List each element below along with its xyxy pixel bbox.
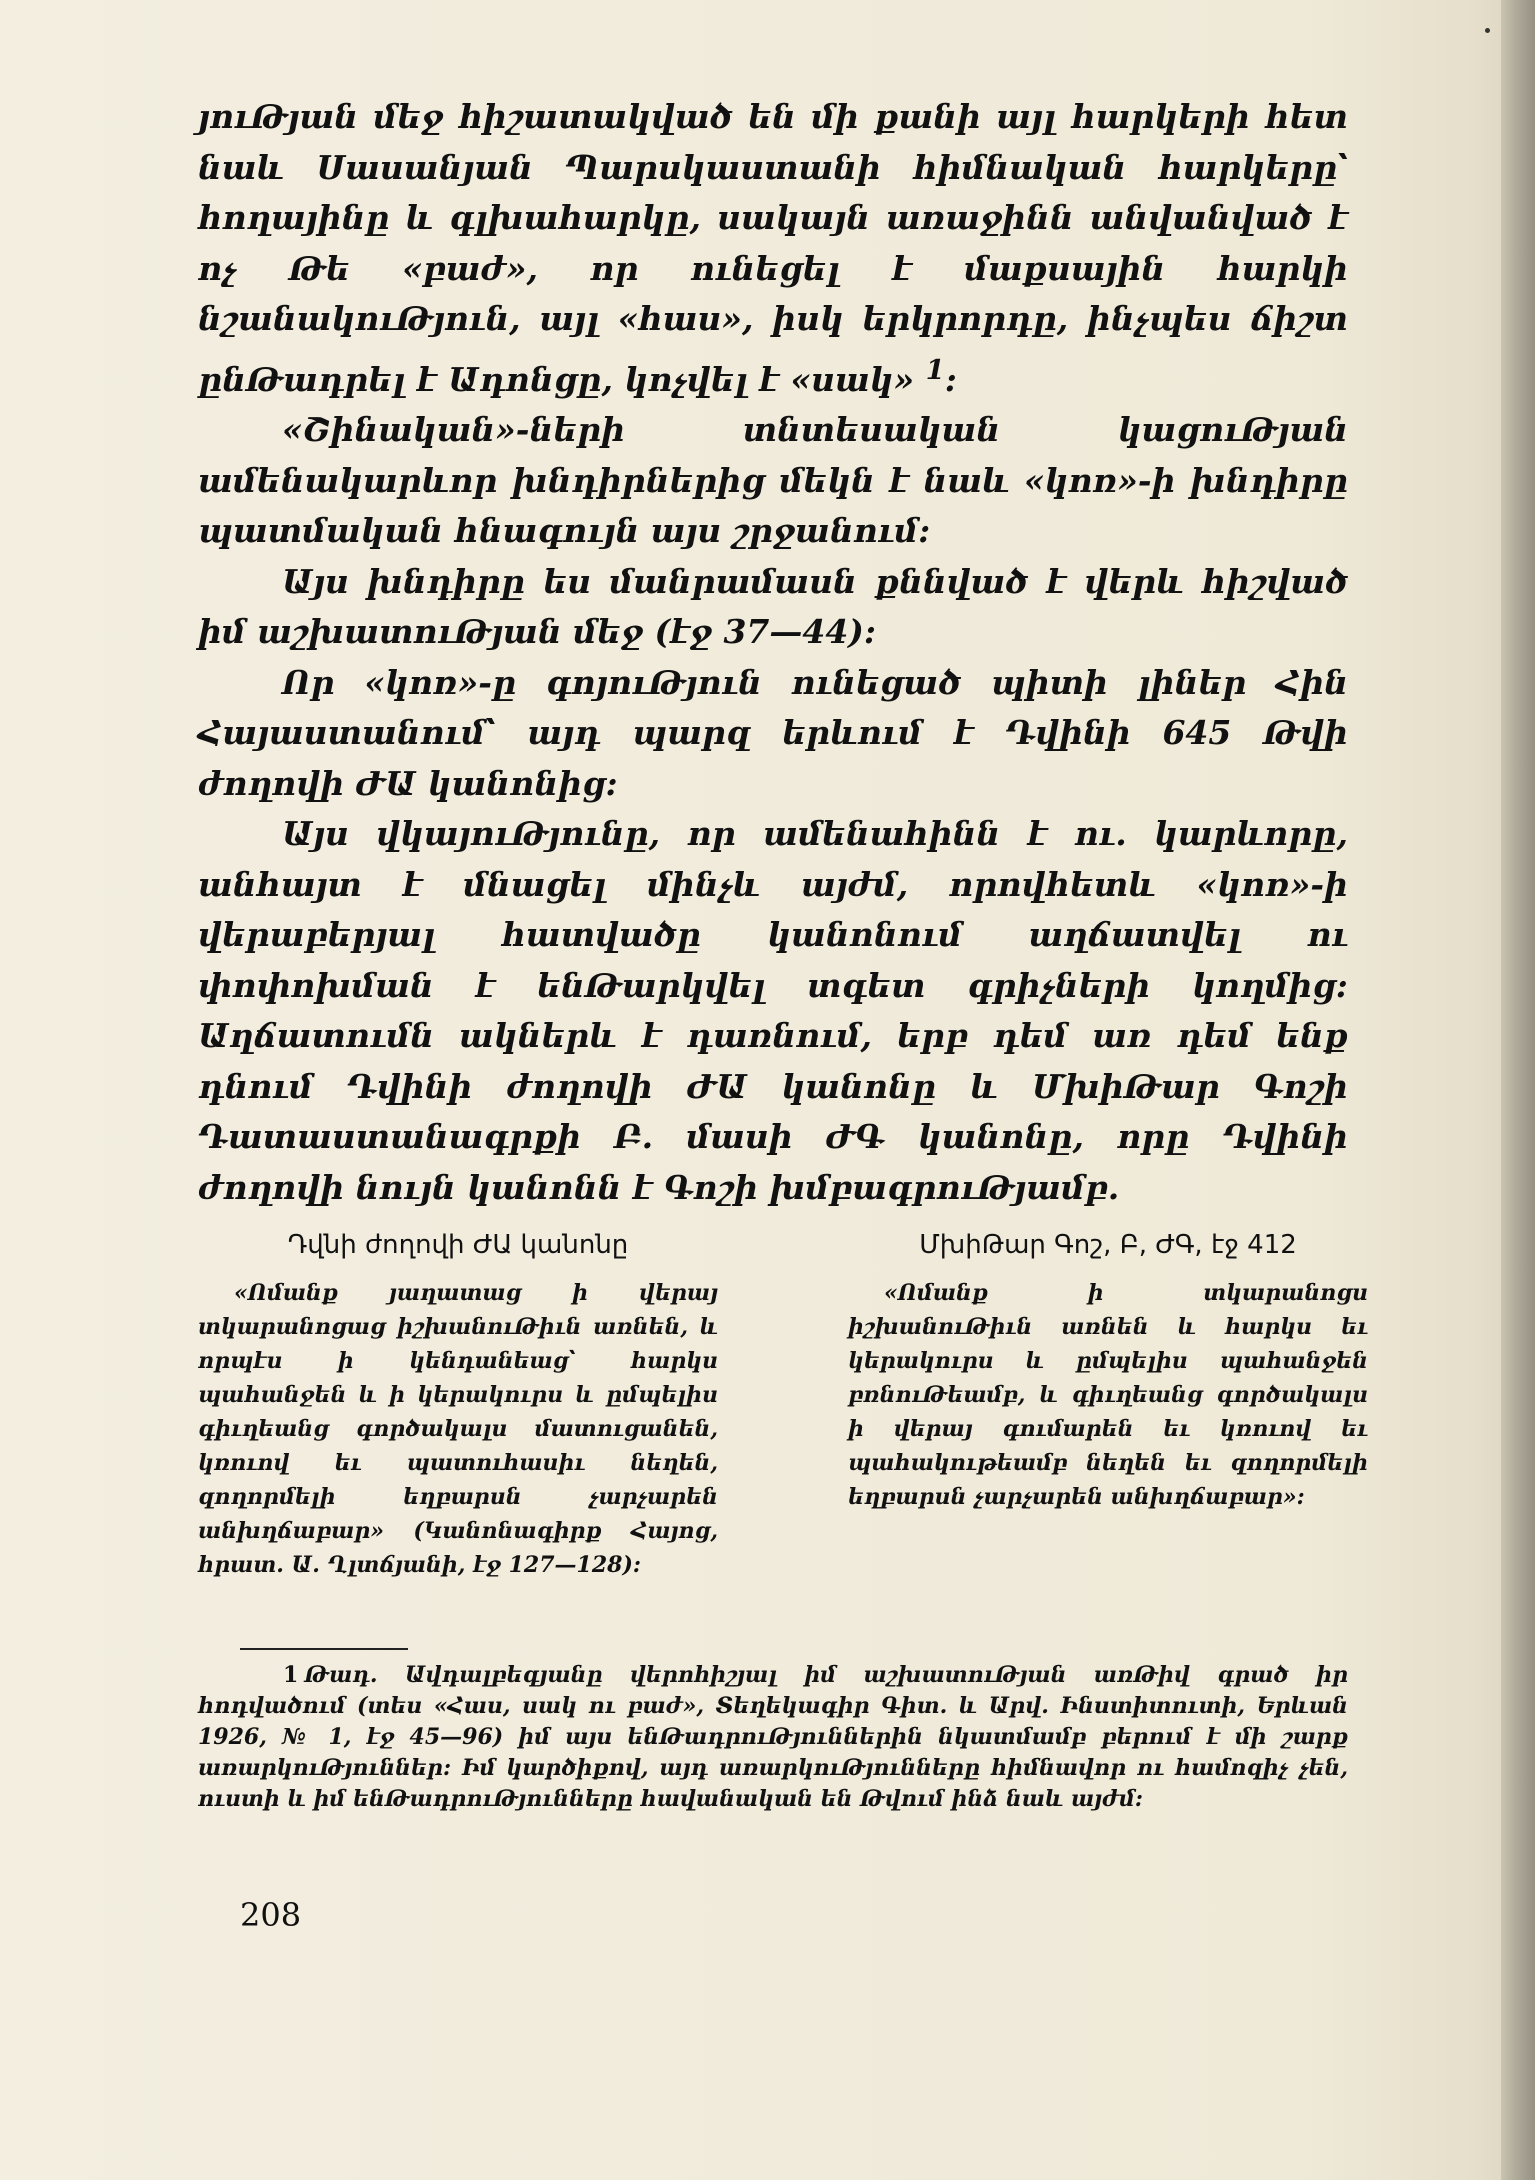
paragraph-1-end: : bbox=[944, 359, 957, 399]
ink-speck bbox=[1485, 28, 1490, 33]
paragraph-3: Այս խնդիրը ես մանրամասն քննված է վերև հիշված իմ աշխատուԹյան մեջ (էջ 37—44): bbox=[198, 561, 1348, 651]
footnote-rule bbox=[240, 1648, 408, 1650]
footnote-ref: 1 bbox=[925, 353, 945, 386]
right-column-text: «Ոմանք ի տկարանոցս իշխանուԹիւն առնեն և հարկս եւ կերակուրս և ըմպելիս պահանջեն բռնուԹեամբ, և գիւղեանց գործակալս ի վերայ գումարեն եւ կռուով եւ պահակութեամբ նեղեն եւ զողորմելի եղբարսն չարչարեն անխղճաբար»: bbox=[848, 1280, 1368, 1510]
main-text bbox=[198, 92, 1348, 1213]
footnote-number: 1 bbox=[283, 1662, 299, 1688]
right-column bbox=[848, 1228, 1368, 1514]
page-number: 208 bbox=[240, 1896, 302, 1934]
left-column-text: «Ոմանք յաղատաց ի վերայ տկարանոցաց իշխանուԹիւն առնեն, և որպէս ի կենդանեաց՝ հարկս պահանջեն և ի կերակուրս և ըմպելիս գիւղեանց գործակալս մատուցանեն, կռուով եւ պատուհասիւ նեղեն, զողորմելի եղբարսն չարչարեն անխղճաբար» (Կանոնագիրք Հայոց, հրատ. Ա. Ղլտճյանի, էջ 127—128): bbox=[198, 1280, 718, 1578]
paragraph-2: «Շինական»-ների տնտեսական կացուԹյան ամենակարևոր խնդիրներից մեկն է նաև «կոռ»-ի խնդիրը պատմական հնագույն այս շրջանում: bbox=[198, 410, 1348, 550]
footnote-text: Թադ. Ավդալբեգյանը վերոհիշյալ իմ աշխատուԹյան առԹիվ գրած իր հոդվածում (տես «Հաս, սակ ու բաժ», Տեղեկագիր Գիտ. և Արվ. Ինստիտուտի, Երևան 1926, № 1, էջ 45—96) իմ այս ենԹադրուԹյուններին նկատմամբ բերում է մի շարք առարկուԹյուններ: Իմ կարծիքով, այդ առարկուԹյունները հիմնավոր ու համոզիչ չեն, ուստի և իմ ենԹադրուԹյունները հավանական են Թվում ինձ նաև այժմ: bbox=[198, 1662, 1348, 1812]
right-column-heading: ՄխիԹար Գոշ, Բ, ԺԳ, էջ 412 bbox=[919, 1230, 1297, 1260]
footnote bbox=[198, 1660, 1348, 1815]
left-column bbox=[198, 1228, 718, 1582]
book-spine-shadow bbox=[1501, 0, 1535, 2180]
paragraph-4: Որ «կոռ»-ը գոյուԹյուն ունեցած պիտի լիներ Հին Հայաստանում՝ այդ պարզ երևում է Դվինի 645 Թվի ժողովի ԺԱ կանոնից: bbox=[198, 662, 1348, 803]
paragraph-1 bbox=[198, 92, 1348, 405]
paragraph-1-text: յուԹյան մեջ հիշատակված են մի քանի այլ հարկերի հետ նաև Սասանյան Պարսկաստանի հիմնական հարկերը՝ հողայինը և գլխահարկը, սակայն առաջինն անվանված է ոչ Թե «բաժ», որ ունեցել է մաքսային հարկի նշանակուԹյուն, այլ «հաս», իսկ երկրորդը, ինչպես ճիշտ ընԹադրել է Ադոնցը, կոչվել է «սակ» bbox=[198, 97, 1348, 399]
comparison-columns bbox=[198, 1228, 1368, 1618]
left-column-heading: Դվնի ժողովի ԺԱ կանոնը bbox=[287, 1230, 629, 1260]
paragraph-5: Այս վկայուԹյունը, որ ամենահինն է ու. կարևորը, անհայտ է մնացել մինչև այժմ, որովհետև «կոռ»-ի վերաբերյալ հատվածը կանոնում աղճատվել ու փոփոխման է ենԹարկվել տգետ գրիչների կողմից: Աղճատումն ակներև է դառնում, երբ դեմ առ դեմ ենք դնում Դվինի ժողովի ԺԱ կանոնը և ՄխիԹար Գոշի Դատաստանագրքի Բ. մասի ԺԳ կանոնը, որը Դվինի ժողովի նույն կանոնն է Գոշի խմբագրուԹյամբ. bbox=[198, 814, 1348, 1207]
